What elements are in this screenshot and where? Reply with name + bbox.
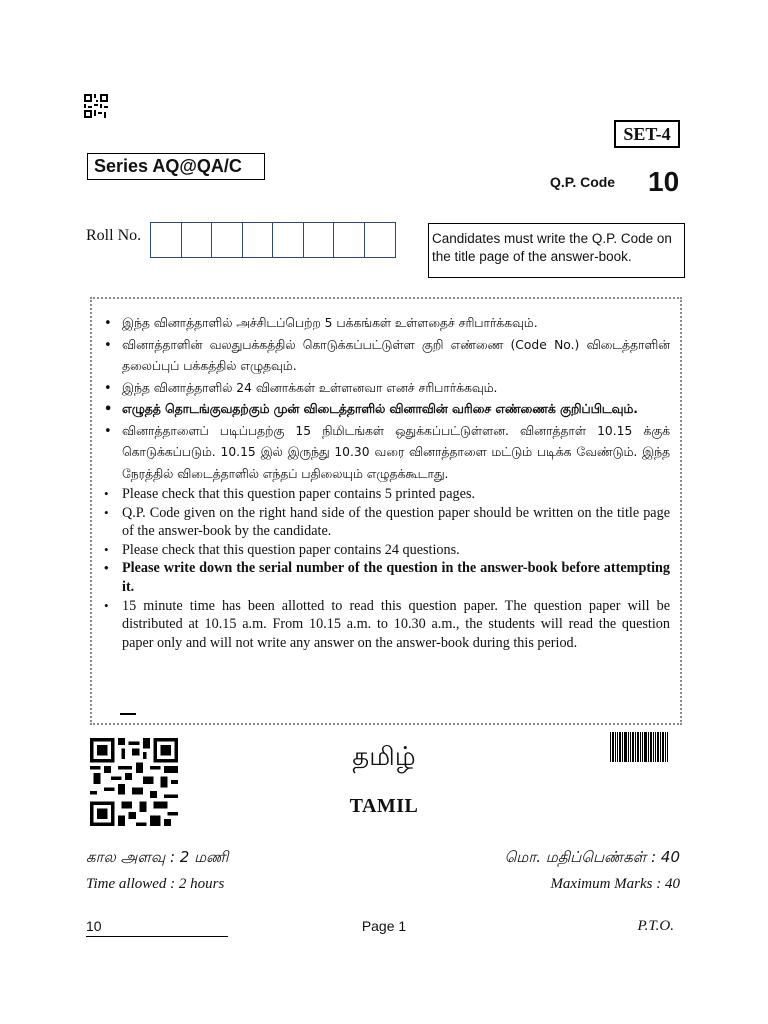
roll-number-cell[interactable] bbox=[243, 223, 274, 257]
instruction-item bbox=[100, 399, 670, 421]
bullet-icon: • bbox=[104, 316, 112, 331]
instructions-list bbox=[100, 313, 670, 652]
instruction-item bbox=[100, 313, 670, 335]
instruction-text: 15 minute time has been allotted to read this question paper. The question paper will be distributed at 10.15 a.m. From 10.15 a.m. to 10.30 a.m., the students will read the question paper only and will not write any answer on the answer-book during this period. bbox=[122, 597, 670, 651]
instruction-text: எழுதத் தொடங்குவதற்கும் முன் விடைத்தாளில் வினாவின் வரிசை எண்ணைக் குறிப்பிடவும். bbox=[122, 402, 638, 416]
bullet-icon: • bbox=[104, 337, 112, 353]
qp-code-value: 10 bbox=[648, 166, 680, 197]
roll-number-boxes[interactable] bbox=[150, 222, 396, 258]
roll-number-cell[interactable] bbox=[304, 223, 335, 257]
bullet-icon: • bbox=[104, 380, 112, 396]
time-allowed-tamil: கால அளவு : 2 மணி bbox=[86, 848, 229, 866]
instruction-item bbox=[100, 559, 670, 596]
instruction-item bbox=[100, 335, 670, 378]
instruction-item bbox=[100, 421, 670, 486]
bullet-icon: • bbox=[104, 541, 109, 557]
qr-code-small-icon bbox=[84, 94, 108, 118]
instruction-text: Please check that this question paper contains 24 questions. bbox=[122, 541, 460, 558]
instruction-text: இந்த வினாத்தாளில் அச்சிடப்பெற்ற 5 பக்கங்கள் உள்ளதைச் சரிபார்க்கவும். bbox=[122, 316, 538, 330]
qp-code-label: Q.P. Code bbox=[550, 174, 616, 190]
roll-number-cell[interactable] bbox=[182, 223, 213, 257]
instruction-item bbox=[100, 485, 670, 504]
instruction-text: Q.P. Code given on the right hand side of the question paper should be written on the title page of the answer-book by the candidate. bbox=[122, 504, 670, 540]
instruction-text: Please check that this question paper contains 5 printed pages. bbox=[122, 486, 476, 502]
bullet-icon: • bbox=[104, 423, 112, 439]
roll-number-cell[interactable] bbox=[365, 223, 396, 257]
roll-number-cell[interactable] bbox=[212, 223, 243, 257]
instruction-text: Please write down the serial number of the question in the answer-book before attempting it. bbox=[122, 560, 670, 595]
bullet-icon: • bbox=[104, 504, 109, 520]
roll-number-label: Roll No. bbox=[86, 227, 142, 244]
bullet-icon: • bbox=[104, 597, 109, 613]
bullet-icon: • bbox=[104, 560, 109, 576]
instruction-item bbox=[100, 504, 670, 541]
bullet-icon: • bbox=[104, 486, 109, 501]
max-marks-tamil: மொ. மதிப்பெண்கள் : 40 bbox=[504, 848, 680, 866]
instruction-text: இந்த வினாத்தாளில் 24 வினாக்கள் உள்ளனவா எனச் சரிபார்க்கவும். bbox=[122, 380, 498, 395]
time-allowed-english: Time allowed : 2 hours bbox=[86, 876, 225, 892]
instruction-text: வினாத்தாளைப் படிப்பதற்கு 15 நிமிடங்கள் ஒதுக்கப்பட்டுள்ளன. வினாத்தாள் 10.15 க்குக் கொடுக்கப்படும். 10.15 இல் இருந்து 10.30 வரை வினாத்தாளை மட்டும் படிக்க வேண்டும். இந்த நேரத்தில் விடைத்தாளில் எந்தப் பதிலையும் எழுதக்கூடாது. bbox=[122, 423, 670, 481]
subject-title-english: TAMIL bbox=[349, 795, 419, 817]
instructions-end-dash bbox=[120, 713, 136, 715]
bullet-icon: • bbox=[104, 402, 113, 417]
series-label: Series AQ@QA/C bbox=[87, 153, 265, 180]
candidates-note: Candidates must write the Q.P. Code on the title page of the answer-book. bbox=[428, 223, 685, 278]
footer-code: 10 bbox=[86, 918, 228, 937]
roll-number-cell[interactable] bbox=[334, 223, 365, 257]
instruction-item bbox=[100, 541, 670, 560]
roll-number-cell[interactable] bbox=[151, 223, 182, 257]
max-marks-english: Maximum Marks : 40 bbox=[550, 876, 680, 892]
footer-page-number: Page 1 bbox=[361, 918, 407, 934]
instruction-item bbox=[100, 378, 670, 400]
set-label: SET-4 bbox=[614, 120, 680, 148]
roll-number-cell[interactable] bbox=[273, 223, 304, 257]
instruction-text: வினாத்தாளின் வலதுபக்கத்தில் கொடுக்கப்பட்டுள்ள குறி எண்ணை (Code No.) விடைத்தாளின் தலைப்புப் பக்கத்தில் எழுதவும். bbox=[122, 337, 670, 373]
instructions-box bbox=[90, 297, 682, 725]
subject-title-tamil: தமிழ் bbox=[352, 742, 416, 772]
footer-pto: P.T.O. bbox=[637, 918, 674, 934]
instruction-item bbox=[100, 597, 670, 653]
